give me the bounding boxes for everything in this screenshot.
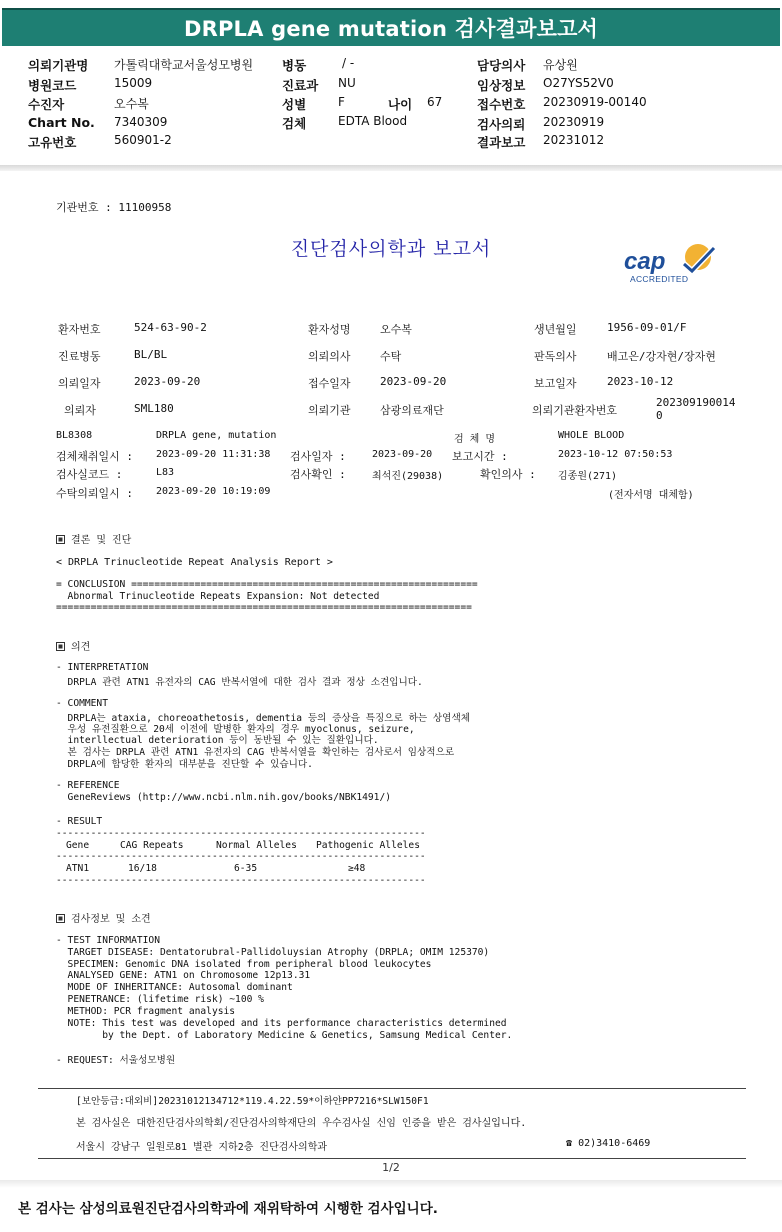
test-info-line: MODE OF INHERITANCE: Autosomal dominant [56, 982, 293, 993]
section-testinfo-heading [56, 910, 151, 925]
patient-name-label: 환자성명 [308, 323, 351, 336]
square-bullet-icon [56, 914, 65, 923]
result-rule-top: ---------------------------------------------------------------- [56, 828, 426, 839]
test-info-line: SPECIMEN: Genomic DNA isolated from peripheral blood leukocytes [56, 959, 432, 970]
test-info-line: TARGET DISEASE: Dentatorubral-Pallidoluysian Atrophy (DRPLA; OMIM 125370) [56, 947, 490, 958]
consign-time-value: 2023-09-20 10:19:09 [156, 486, 271, 497]
collect-time-value: 2023-09-20 11:31:38 [156, 449, 271, 460]
patient-value: 오수복 [114, 97, 149, 111]
specimen-value: EDTA Blood [338, 114, 408, 128]
confirm-doctor-label: 확인의사 : [480, 468, 536, 481]
patient-label: 수진자 [28, 97, 65, 112]
ward-value: / - [342, 56, 355, 70]
square-bullet-icon [56, 642, 65, 651]
clinical-info-value: O27YS52V0 [543, 76, 614, 90]
requesting-org-value: 가톨릭대학교서울성모병원 [114, 58, 254, 72]
test-info-block [56, 430, 756, 502]
age-value: 67 [427, 95, 443, 109]
test-information-heading: - TEST INFORMATION [56, 935, 160, 946]
comment-line: DRPLA는 ataxia, choreoathetosis, dementia 등의 증상을 특징으로 하는 상염색체 [56, 713, 470, 724]
consignment-note: 본 검사는 삼성의료원진단검사의학과에 재위탁하여 시행한 검사입니다. [18, 1201, 438, 1217]
exam-date-label: 검사일자 : [290, 450, 346, 463]
comment-line: interllectual deterioration 등이 동반될 수 있는 질환입니다. [56, 735, 379, 746]
birth-date-label: 생년월일 [534, 323, 577, 336]
test-info-line: METHOD: PCR fragment analysis [56, 1006, 236, 1017]
comment-line: 본 검사는 DRPLA 관련 ATN1 유전자의 CAG 반복서열을 확인하는 검사로서 임상적으로 [56, 747, 455, 758]
patient-info [58, 321, 758, 421]
requesting-inst-label: 의뢰기관 [308, 404, 351, 417]
lab-code-label: 검사실코드 : [56, 468, 123, 481]
hospital-code-value: 15009 [114, 76, 153, 90]
section-conclusion-title: 결론 및 진단 [71, 535, 132, 546]
footer-rule-top [38, 1088, 746, 1089]
conclusion-text: Abnormal Trinucleotide Repeats Expansion: Not detected [56, 591, 380, 602]
certification-text: 본 검사실은 대한진단검사의학회/진단검사의학재단의 우수검사실 신임 인증을 받은 검사실입니다. [76, 1118, 527, 1129]
clinical-info-label: 임상정보 [477, 78, 526, 93]
section-testinfo-title: 검사정보 및 소견 [71, 914, 151, 925]
request-date-value: 20230919 [543, 115, 605, 129]
section-opinion-heading [56, 638, 90, 653]
result-col-pathogenic: Pathogenic Alleles [316, 840, 420, 851]
report-date-label: 보고일자 [534, 377, 577, 390]
verifier-label: 검사확인 : [290, 468, 346, 481]
sex-label: 성별 [282, 97, 307, 112]
lab-phone-number: 02)3410-6469 [578, 1138, 651, 1149]
result-rule-mid: ---------------------------------------------------------------- [56, 851, 426, 862]
department-value: NU [338, 76, 356, 90]
reading-doctor-label: 판독의사 [534, 350, 577, 363]
table-row [66, 863, 486, 875]
esign-note: (전자서명 대체함) [608, 490, 694, 501]
square-bullet-icon [56, 535, 65, 544]
specimen-name-label: 검 체 명 [454, 434, 496, 445]
requester-value: SML180 [134, 402, 174, 415]
request-line: - REQUEST: 서울성모병원 [56, 1055, 176, 1066]
patient-no-value: 524-63-90-2 [134, 321, 207, 334]
cap-logo [622, 240, 722, 290]
consign-time-label: 수탁의뢰일시 : [56, 487, 134, 500]
reading-doctor-value: 배고은/강자현/장자현 [607, 350, 716, 363]
ward-code-value: BL/BL [134, 348, 168, 361]
result-pathogenic-cell: ≥48 [348, 863, 366, 874]
ordering-doctor-label: 의뢰의사 [308, 350, 351, 363]
test-code: BL8308 [56, 430, 93, 441]
report-title: 진단검사의학과 보고서 [290, 238, 492, 260]
physician-value: 유상원 [543, 58, 578, 72]
patient-no-label: 환자번호 [58, 323, 101, 336]
ward-code-label: 진료병동 [58, 350, 101, 363]
comment-heading: - COMMENT [56, 698, 108, 709]
unique-id-value: 560901-2 [114, 133, 172, 147]
result-rule-bottom: ---------------------------------------------------------------- [56, 875, 426, 886]
comment-line: DRPLA에 합당한 환자의 대부분을 진단할 수 있습니다. [56, 759, 313, 770]
test-name: DRPLA gene, mutation [156, 430, 277, 441]
result-gene-cell: ATN1 [66, 863, 90, 874]
birth-date-value: 1956-09-01/F [607, 321, 687, 334]
order-date-value: 2023-09-20 [134, 375, 201, 388]
receipt-date-value: 2023-09-20 [380, 375, 447, 388]
phone-icon: ☎ [566, 1138, 573, 1149]
specimen-name-value: WHOLE BLOOD [558, 430, 625, 441]
result-col-normal: Normal Alleles [216, 840, 297, 851]
test-info-line: PENETRANCE: (lifetime risk) ~100 % [56, 994, 264, 1005]
inst-patient-no-value: 202309190014 [656, 396, 736, 409]
department-label: 진료과 [282, 78, 319, 93]
lab-phone [566, 1138, 650, 1149]
requesting-inst-value: 삼광의료재단 [380, 404, 444, 417]
result-cag-cell: 16/18 [128, 863, 157, 874]
accession-value: 20230919-00140 [543, 95, 647, 109]
page-indicator: 1/2 [382, 1161, 400, 1174]
request-date-label: 검사의뢰 [477, 117, 526, 132]
report-date-value: 2023-10-12 [607, 375, 674, 388]
age-label: 나이 [388, 97, 413, 112]
receipt-date-label: 접수일자 [308, 377, 351, 390]
conclusion-rule: = CONCLUSION ============================================================ [56, 579, 478, 590]
result-date-label: 결과보고 [477, 135, 526, 150]
hospital-code-label: 병원코드 [28, 78, 77, 93]
section-opinion-title: 의견 [71, 642, 91, 653]
report-time-value: 2023-10-12 07:50:53 [558, 449, 673, 460]
reference-heading: - REFERENCE [56, 780, 120, 791]
exam-date-value: 2023-09-20 [372, 449, 433, 460]
verifier-value: 최석진(29038) [372, 471, 444, 482]
lab-address: 서울시 강남구 일원로81 별관 지하2층 진단검사의학과 [76, 1142, 328, 1153]
reference-link[interactable]: GeneReviews (http://www.ncbi.nlm.nih.gov/books/NBK1491/) [56, 792, 392, 803]
test-info-line: by the Dept. of Laboratory Medicine & Genetics, Samsung Medical Center. [56, 1030, 513, 1041]
requester-label: 의뢰자 [64, 404, 96, 417]
test-info-line: NOTE: This test was developed and its performance characteristics determined [56, 1018, 507, 1029]
order-date-label: 의뢰일자 [58, 377, 101, 390]
ordering-doctor-value: 수탁 [380, 350, 402, 363]
report-name: < DRPLA Trinucleotide Repeat Analysis Report > [56, 557, 333, 568]
header-info [0, 52, 782, 164]
specimen-label: 검체 [282, 116, 307, 131]
result-col-cag: CAG Repeats [120, 840, 184, 851]
org-number: 기관번호 : 11100958 [56, 201, 172, 214]
document-title: DRPLA gene mutation 검사결과보고서 [183, 17, 599, 41]
result-col-gene: Gene [66, 840, 90, 851]
interpretation-text: DRPLA 관련 ATN1 유전자의 CAG 반복서열에 대한 검사 결과 정상 소견입니다. [56, 677, 423, 688]
test-info-line: ANALYSED GENE: ATN1 on Chromosome 12p13.31 [56, 970, 311, 981]
title-bar [0, 0, 782, 48]
chart-no-value: 7340309 [114, 115, 168, 129]
comment-line: 우성 유전질환으로 20세 이전에 발병한 환자의 경우 myoclonus, seizure, [56, 724, 415, 735]
ward-label: 병동 [282, 58, 307, 73]
cap-logo-sub: ACCREDITED [630, 274, 689, 284]
requesting-org-label: 의뢰기관명 [28, 58, 89, 73]
conclusion-end-rule: ======================================================================== [56, 602, 472, 613]
header-divider [0, 165, 782, 171]
inst-patient-no-label: 의뢰기관환자번호 [532, 404, 618, 417]
section-conclusion-heading [56, 531, 131, 546]
sex-value: F [338, 95, 345, 109]
title-banner [2, 8, 780, 46]
interpretation-heading: - INTERPRETATION [56, 662, 149, 673]
chart-no-label: Chart No. [28, 115, 95, 130]
page-shadow [0, 1180, 782, 1188]
inst-patient-no-value-cont: 0 [656, 409, 663, 422]
security-line: [보안등급:대외비]20231012134712*119.4.22.59*이하얀PP7216*SLW150F1 [76, 1096, 429, 1107]
confirm-doctor-value: 김종원(271) [558, 471, 618, 482]
collect-time-label: 검체채취일시 : [56, 450, 134, 463]
report-time-label: 보고시간 : [452, 450, 508, 463]
result-date-value: 20231012 [543, 133, 605, 147]
physician-label: 담당의사 [477, 58, 526, 73]
result-heading: - RESULT [56, 816, 103, 827]
result-normal-cell: 6-35 [234, 863, 258, 874]
cap-logo-text: cap [624, 248, 666, 275]
unique-id-label: 고유번호 [28, 135, 77, 150]
accession-label: 접수번호 [477, 97, 526, 112]
patient-name-value: 오수복 [380, 323, 412, 336]
footer-rule-bottom [38, 1158, 746, 1159]
lab-code-value: L83 [156, 467, 175, 478]
